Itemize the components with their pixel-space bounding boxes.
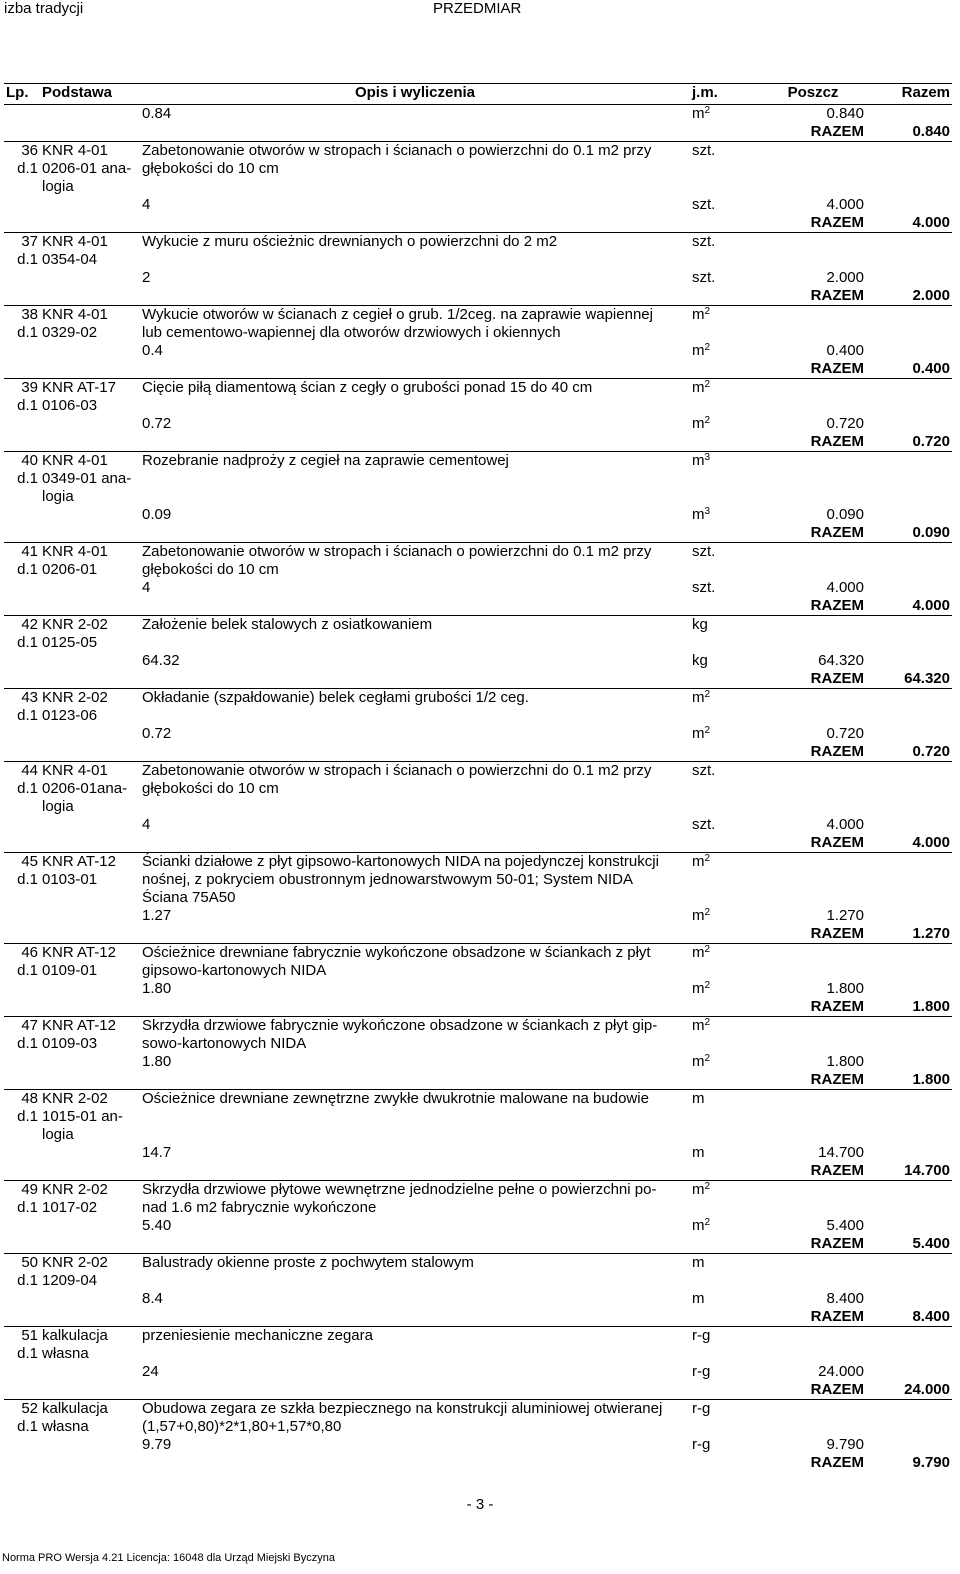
item-description-continuation-row: [4, 798, 952, 816]
item-number: 41: [4, 543, 40, 562]
item-razem-row: [4, 925, 952, 944]
item-razem-label: RAZEM: [810, 1381, 864, 1398]
item-unit: $m^2$: [690, 689, 760, 708]
item-calc-value: 1.80: [142, 1053, 172, 1070]
item-razem-value: 5.400: [912, 1235, 950, 1252]
item-razem-label: RAZEM: [810, 834, 864, 851]
item-calc-unit: r-g: [692, 1363, 711, 1380]
item-razem-row: [4, 1454, 952, 1472]
item-description-line: Obudowa zegara ze szkła bezpiecznego na konstrukcji aluminiowej otwieranej: [140, 1400, 690, 1419]
item-basis-line: KNR 2-02: [40, 1090, 140, 1109]
item-description-row: [4, 1400, 952, 1419]
item-razem-row: [4, 214, 952, 233]
item-calc-unit: m: [692, 1290, 705, 1307]
item-calc-value: 64.32: [142, 652, 180, 669]
item-description-continuation-row: [4, 1035, 952, 1053]
item-poszcz-value: 0.400: [826, 342, 864, 359]
item-number-suffix: d.1: [17, 160, 38, 177]
item-number: 39: [4, 379, 40, 398]
item-calc-value: 5.40: [142, 1217, 172, 1234]
column-header-poszcz: Poszcz: [760, 84, 866, 105]
item-calc-unit: $m^3$: [692, 506, 711, 523]
item-basis-line: KNR 4-01: [40, 233, 140, 252]
carry-calc-row: [4, 105, 952, 124]
item-poszcz-value: 8.400: [826, 1290, 864, 1307]
item-description-row: [4, 1327, 952, 1346]
item-razem-label: RAZEM: [810, 287, 864, 304]
item-description-continuation-row: [4, 889, 952, 907]
item-calc-unit: $m^2$: [692, 907, 711, 924]
item-poszcz-value: 4.000: [826, 816, 864, 833]
header-project-name: izba tradycji: [4, 0, 84, 17]
item-razem-label: RAZEM: [810, 998, 864, 1015]
item-number: 51: [4, 1327, 40, 1346]
item-razem-label: RAZEM: [810, 597, 864, 614]
item-description-row: [4, 543, 952, 562]
item-poszcz-value: 0.090: [826, 506, 864, 523]
item-number: 49: [4, 1181, 40, 1200]
item-number-suffix: d.1: [17, 1035, 38, 1052]
item-razem-row: [4, 524, 952, 543]
header-document-title: PRZEDMIAR: [433, 0, 522, 17]
item-calc-row: [4, 725, 952, 743]
item-number-suffix: d.1: [17, 871, 38, 888]
item-razem-value: 1.800: [912, 998, 950, 1015]
item-razem-label: RAZEM: [810, 670, 864, 687]
item-basis-line: 1017-02: [42, 1199, 98, 1216]
item-number: 36: [4, 142, 40, 161]
item-description-row: [4, 379, 952, 398]
item-basis-line: KNR 2-02: [40, 689, 140, 708]
item-description-line: Zabetonowanie otworów w stropach i ścianach o powierzchni do 0.1 m2 przy: [140, 762, 690, 781]
item-razem-value: 4.000: [912, 597, 950, 614]
item-poszcz-value: 4.000: [826, 196, 864, 213]
carry-poszcz-value: 0.840: [826, 105, 864, 122]
item-description-line: Cięcie piłą diamentową ścian z cegły o grubości ponad 15 do 40 cm: [140, 379, 690, 398]
item-calc-row: [4, 1053, 952, 1071]
item-razem-label: RAZEM: [810, 433, 864, 450]
item-basis-line: 0206-01 ana-: [42, 160, 132, 177]
item-number: 50: [4, 1254, 40, 1273]
item-razem-value: 2.000: [912, 287, 950, 304]
item-number: 40: [4, 452, 40, 471]
item-description-line: głębokości do 10 cm: [142, 780, 279, 797]
item-calc-unit: szt.: [692, 196, 716, 213]
item-basis-line: KNR AT-12: [40, 853, 140, 872]
item-number-suffix: d.1: [17, 1418, 38, 1435]
item-calc-value: 4: [142, 579, 151, 596]
item-calc-unit: $m^2$: [692, 415, 711, 432]
item-basis-line: kalkulacja: [40, 1327, 140, 1346]
item-basis-line: 0206-01: [42, 561, 98, 578]
item-poszcz-value: 2.000: [826, 269, 864, 286]
item-calc-row: [4, 980, 952, 998]
item-razem-value: 9.790: [912, 1454, 950, 1471]
item-calc-row: [4, 652, 952, 670]
item-basis-line: KNR 2-02: [40, 1254, 140, 1273]
item-number-suffix: d.1: [17, 470, 38, 487]
item-calc-unit: $m^2$: [692, 980, 711, 997]
item-number: 38: [4, 306, 40, 325]
item-description-line: Wykucie z muru ościeżnic drewnianych o powierzchni do 2 m2: [140, 233, 690, 252]
item-razem-value: 0.090: [912, 524, 950, 541]
item-description-row: [4, 853, 952, 872]
item-calc-value: 1.27: [142, 907, 172, 924]
item-description-continuation-row: [4, 780, 952, 798]
item-number: 48: [4, 1090, 40, 1109]
item-razem-label: RAZEM: [810, 1308, 864, 1325]
item-calc-value: 24: [142, 1363, 159, 1380]
item-poszcz-value: 64.320: [818, 652, 864, 669]
item-description-line: Skrzydła drzwiowe płytowe wewnętrzne jednodzielne pełne o powierzchni po-: [140, 1181, 690, 1200]
item-calc-row: [4, 816, 952, 834]
item-calc-row: [4, 269, 952, 287]
item-description-continuation-row: [4, 1199, 952, 1217]
item-razem-label: RAZEM: [810, 524, 864, 541]
item-description-line: przeniesienie mechaniczne zegara: [140, 1327, 690, 1346]
item-razem-row: [4, 670, 952, 689]
item-description-continuation-row: [4, 470, 952, 488]
item-razem-row: [4, 1381, 952, 1400]
item-poszcz-value: 1.270: [826, 907, 864, 924]
item-basis-line: 0349-01 ana-: [42, 470, 132, 487]
carry-razem-row: [4, 123, 952, 142]
item-number-suffix: d.1: [17, 634, 38, 651]
item-description-continuation-row: [4, 707, 952, 725]
item-description-continuation-row: [4, 561, 952, 579]
item-calc-value: 0.72: [142, 725, 172, 742]
item-calc-unit: $m^2$: [692, 1217, 711, 1234]
item-calc-row: [4, 506, 952, 524]
item-calc-value: 9.79: [142, 1436, 172, 1453]
page-number: - 3 -: [466, 1496, 494, 1513]
item-calc-unit: szt.: [692, 269, 716, 286]
software-license-note: Norma PRO Wersja 4.21 Licencja: 16048 dla Urząd Miejski Byczyna: [2, 1552, 335, 1564]
carry-razem-value: 0.840: [912, 123, 950, 140]
item-basis-line: KNR 2-02: [40, 616, 140, 635]
item-unit: r-g: [690, 1400, 760, 1419]
item-razem-value: 4.000: [912, 834, 950, 851]
item-description-row: [4, 1017, 952, 1036]
item-basis-line: logia: [42, 1126, 74, 1143]
item-description-row: [4, 233, 952, 252]
column-header-podstawa: Podstawa: [40, 84, 140, 105]
item-description-continuation-row: [4, 488, 952, 506]
item-basis-line: 1015-01 an-: [42, 1108, 123, 1125]
item-description-continuation-row: [4, 1108, 952, 1126]
item-number-suffix: d.1: [17, 1199, 38, 1216]
item-basis-line: KNR 4-01: [40, 543, 140, 562]
item-number: 37: [4, 233, 40, 252]
item-poszcz-value: 14.700: [818, 1144, 864, 1161]
item-calc-unit: szt.: [692, 579, 716, 596]
item-razem-row: [4, 597, 952, 616]
item-calc-unit: kg: [692, 652, 708, 669]
item-description-continuation-row: [4, 1272, 952, 1290]
item-description-line: (1,57+0,80)*2*1,80+1,57*0,80: [142, 1418, 342, 1435]
item-poszcz-value: 0.720: [826, 415, 864, 432]
item-unit: szt.: [690, 142, 760, 161]
item-poszcz-value: 9.790: [826, 1436, 864, 1453]
item-number-suffix: d.1: [17, 251, 38, 268]
item-basis-line: 0103-01: [42, 871, 98, 888]
item-unit: $m^2$: [690, 1017, 760, 1036]
item-unit: m: [690, 1254, 760, 1273]
item-number-suffix: d.1: [17, 1272, 38, 1289]
item-description-continuation-row: [4, 871, 952, 889]
item-razem-row: [4, 287, 952, 306]
carry-calc-value: 0.84: [142, 105, 172, 122]
item-calc-row: [4, 342, 952, 360]
item-calc-unit: $m^2$: [692, 725, 711, 742]
item-basis-line: KNR AT-12: [40, 1017, 140, 1036]
item-razem-label: RAZEM: [810, 214, 864, 231]
item-description-continuation-row: [4, 324, 952, 342]
item-razem-row: [4, 1235, 952, 1254]
item-description-line: głębokości do 10 cm: [142, 561, 279, 578]
item-description-line: nośnej, z pokryciem obustronnym jednowarstwowym 50-01; System NIDA: [142, 871, 634, 888]
item-razem-value: 14.700: [904, 1162, 950, 1179]
item-description-row: [4, 1254, 952, 1273]
przedmiar-table: [4, 83, 952, 1472]
item-basis-line: 0329-02: [42, 324, 98, 341]
item-description-line: Ościeżnice drewniane fabrycznie wykończone obsadzone w ściankach z płyt: [140, 944, 690, 963]
item-calc-row: [4, 1290, 952, 1308]
item-description-continuation-row: [4, 1345, 952, 1363]
item-basis-line: 0206-01ana-: [42, 780, 128, 797]
item-calc-unit: m: [692, 1144, 705, 1161]
item-description-line: Ściana 75A50: [142, 889, 236, 906]
item-description-line: Wykucie otworów w ścianach z cegieł o grub. 1/2ceg. na zaprawie wapiennej: [140, 306, 690, 325]
item-number: 45: [4, 853, 40, 872]
item-poszcz-value: 1.800: [826, 1053, 864, 1070]
item-description-continuation-row: [4, 160, 952, 178]
item-number-suffix: d.1: [17, 561, 38, 578]
item-calc-row: [4, 415, 952, 433]
item-razem-row: [4, 998, 952, 1017]
item-razem-row: [4, 360, 952, 379]
column-header-lp: Lp.: [4, 84, 40, 105]
item-calc-value: 0.4: [142, 342, 163, 359]
item-basis-line: KNR AT-12: [40, 944, 140, 963]
carry-calc-unit: $m^2$: [692, 105, 711, 122]
item-number: 47: [4, 1017, 40, 1036]
item-calc-value: 1.80: [142, 980, 172, 997]
carry-razem-label: RAZEM: [810, 123, 864, 140]
item-razem-label: RAZEM: [810, 360, 864, 377]
item-basis-line: KNR 4-01: [40, 306, 140, 325]
item-basis-line: logia: [42, 178, 74, 195]
item-unit: $m^2$: [690, 853, 760, 872]
item-calc-value: 2: [142, 269, 151, 286]
item-razem-value: 24.000: [904, 1381, 950, 1398]
item-description-line: Ścianki działowe z płyt gipsowo-kartonowych NIDA na pojedynczej konstrukcji: [140, 853, 690, 872]
item-razem-label: RAZEM: [810, 1235, 864, 1252]
item-description-line: nad 1.6 m2 fabrycznie wykończone: [142, 1199, 377, 1216]
item-number: 42: [4, 616, 40, 635]
item-description-line: Rozebranie nadproży z cegieł na zaprawie cementowej: [140, 452, 690, 471]
item-razem-label: RAZEM: [810, 1162, 864, 1179]
item-basis-line: 0106-03: [42, 397, 98, 414]
item-basis-line: 0125-05: [42, 634, 98, 651]
item-description-line: sowo-kartonowych NIDA: [142, 1035, 307, 1052]
item-description-continuation-row: [4, 178, 952, 196]
item-razem-row: [4, 1162, 952, 1181]
item-description-row: [4, 944, 952, 963]
item-description-continuation-row: [4, 962, 952, 980]
item-description-row: [4, 1181, 952, 1200]
item-number-suffix: d.1: [17, 324, 38, 341]
item-basis-line: własna: [42, 1345, 89, 1362]
item-description-row: [4, 142, 952, 161]
item-calc-row: [4, 1217, 952, 1235]
item-description-continuation-row: [4, 1126, 952, 1144]
item-basis-line: logia: [42, 488, 74, 505]
item-razem-label: RAZEM: [810, 1071, 864, 1088]
item-calc-row: [4, 579, 952, 597]
item-description-line: gipsowo-kartonowych NIDA: [142, 962, 327, 979]
item-razem-value: 1.270: [912, 925, 950, 942]
item-basis-line: KNR 4-01: [40, 452, 140, 471]
item-number-suffix: d.1: [17, 707, 38, 724]
item-description-row: [4, 452, 952, 471]
item-number: 52: [4, 1400, 40, 1419]
item-razem-value: 0.720: [912, 433, 950, 450]
item-razem-row: [4, 433, 952, 452]
item-description-line: głębokości do 10 cm: [142, 160, 279, 177]
item-number-suffix: d.1: [17, 780, 38, 797]
item-number-suffix: d.1: [17, 1108, 38, 1125]
item-unit: szt.: [690, 762, 760, 781]
item-calc-value: 0.09: [142, 506, 172, 523]
item-razem-value: 64.320: [904, 670, 950, 687]
item-basis-line: KNR 2-02: [40, 1181, 140, 1200]
item-razem-value: 1.800: [912, 1071, 950, 1088]
item-number-suffix: d.1: [17, 962, 38, 979]
item-calc-value: 4: [142, 816, 151, 833]
item-calc-unit: szt.: [692, 816, 716, 833]
item-description-row: [4, 306, 952, 325]
item-calc-row: [4, 907, 952, 925]
item-description-line: Okładanie (szpałdowanie) belek cegłami grubości 1/2 ceg.: [140, 689, 690, 708]
item-unit: $m^2$: [690, 1181, 760, 1200]
item-unit: $m^3$: [690, 452, 760, 471]
item-razem-row: [4, 1308, 952, 1327]
item-description-continuation-row: [4, 1418, 952, 1436]
item-basis-line: własna: [42, 1418, 89, 1435]
item-number-suffix: d.1: [17, 1345, 38, 1362]
item-description-continuation-row: [4, 251, 952, 269]
item-calc-row: [4, 196, 952, 214]
item-basis-line: 0109-01: [42, 962, 98, 979]
item-poszcz-value: 5.400: [826, 1217, 864, 1234]
item-unit: szt.: [690, 233, 760, 252]
item-basis-line: logia: [42, 798, 74, 815]
item-basis-line: 0109-03: [42, 1035, 98, 1052]
item-poszcz-value: 24.000: [818, 1363, 864, 1380]
item-calc-value: 14.7: [142, 1144, 172, 1161]
item-unit: $m^2$: [690, 306, 760, 325]
item-description-line: Balustrady okienne proste z pochwytem stalowym: [140, 1254, 690, 1273]
column-header-opis: Opis i wyliczenia: [140, 84, 690, 105]
item-basis-line: KNR AT-17: [40, 379, 140, 398]
item-calc-value: 4: [142, 196, 151, 213]
item-calc-unit: $m^2$: [692, 1053, 711, 1070]
item-razem-value: 8.400: [912, 1308, 950, 1325]
item-calc-unit: $m^2$: [692, 342, 711, 359]
column-header-jm: j.m.: [690, 84, 760, 105]
item-description-line: Ościeżnice drewniane zewnętrzne zwykłe dwukrotnie malowane na budowie: [140, 1090, 690, 1109]
item-number: 44: [4, 762, 40, 781]
item-razem-value: 0.720: [912, 743, 950, 760]
item-basis-line: KNR 4-01: [40, 762, 140, 781]
item-razem-value: 0.400: [912, 360, 950, 377]
item-description-line: Zabetonowanie otworów w stropach i ścianach o powierzchni do 0.1 m2 przy: [140, 142, 690, 161]
item-razem-row: [4, 834, 952, 853]
item-description-row: [4, 616, 952, 635]
item-unit: r-g: [690, 1327, 760, 1346]
item-description-continuation-row: [4, 397, 952, 415]
item-calc-unit: r-g: [692, 1436, 711, 1453]
item-description-line: Zabetonowanie otworów w stropach i ścianach o powierzchni do 0.1 m2 przy: [140, 543, 690, 562]
item-description-continuation-row: [4, 634, 952, 652]
item-number-suffix: d.1: [17, 397, 38, 414]
item-calc-row: [4, 1144, 952, 1162]
item-unit: $m^2$: [690, 944, 760, 963]
item-razem-value: 4.000: [912, 214, 950, 231]
item-description-row: [4, 762, 952, 781]
item-unit: kg: [690, 616, 760, 635]
item-razem-label: RAZEM: [810, 925, 864, 942]
item-unit: $m^2$: [690, 379, 760, 398]
item-description-row: [4, 1090, 952, 1109]
item-unit: szt.: [690, 543, 760, 562]
item-poszcz-value: 0.720: [826, 725, 864, 742]
item-description-row: [4, 689, 952, 708]
item-number: 43: [4, 689, 40, 708]
item-razem-label: RAZEM: [810, 1454, 864, 1471]
item-basis-line: 1209-04: [42, 1272, 98, 1289]
item-poszcz-value: 4.000: [826, 579, 864, 596]
item-calc-value: 0.72: [142, 415, 172, 432]
column-header-razem: Razem: [866, 84, 952, 105]
item-basis-line: kalkulacja: [40, 1400, 140, 1419]
item-poszcz-value: 1.800: [826, 980, 864, 997]
item-calc-row: [4, 1363, 952, 1381]
item-description-line: lub cementowo-wapiennej dla otworów drzwiowych i okiennych: [142, 324, 561, 341]
item-razem-label: RAZEM: [810, 743, 864, 760]
item-basis-line: 0354-04: [42, 251, 98, 268]
item-number: 46: [4, 944, 40, 963]
item-razem-row: [4, 743, 952, 762]
table-header-row: [4, 84, 952, 105]
item-razem-row: [4, 1071, 952, 1090]
item-calc-row: [4, 1436, 952, 1454]
item-basis-line: KNR 4-01: [40, 142, 140, 161]
item-description-line: Założenie belek stalowych z osiatkowaniem: [140, 616, 690, 635]
item-description-line: Skrzydła drzwiowe fabrycznie wykończone obsadzone w ściankach z płyt gip-: [140, 1017, 690, 1036]
item-basis-line: 0123-06: [42, 707, 98, 724]
item-calc-value: 8.4: [142, 1290, 163, 1307]
item-unit: m: [690, 1090, 760, 1109]
